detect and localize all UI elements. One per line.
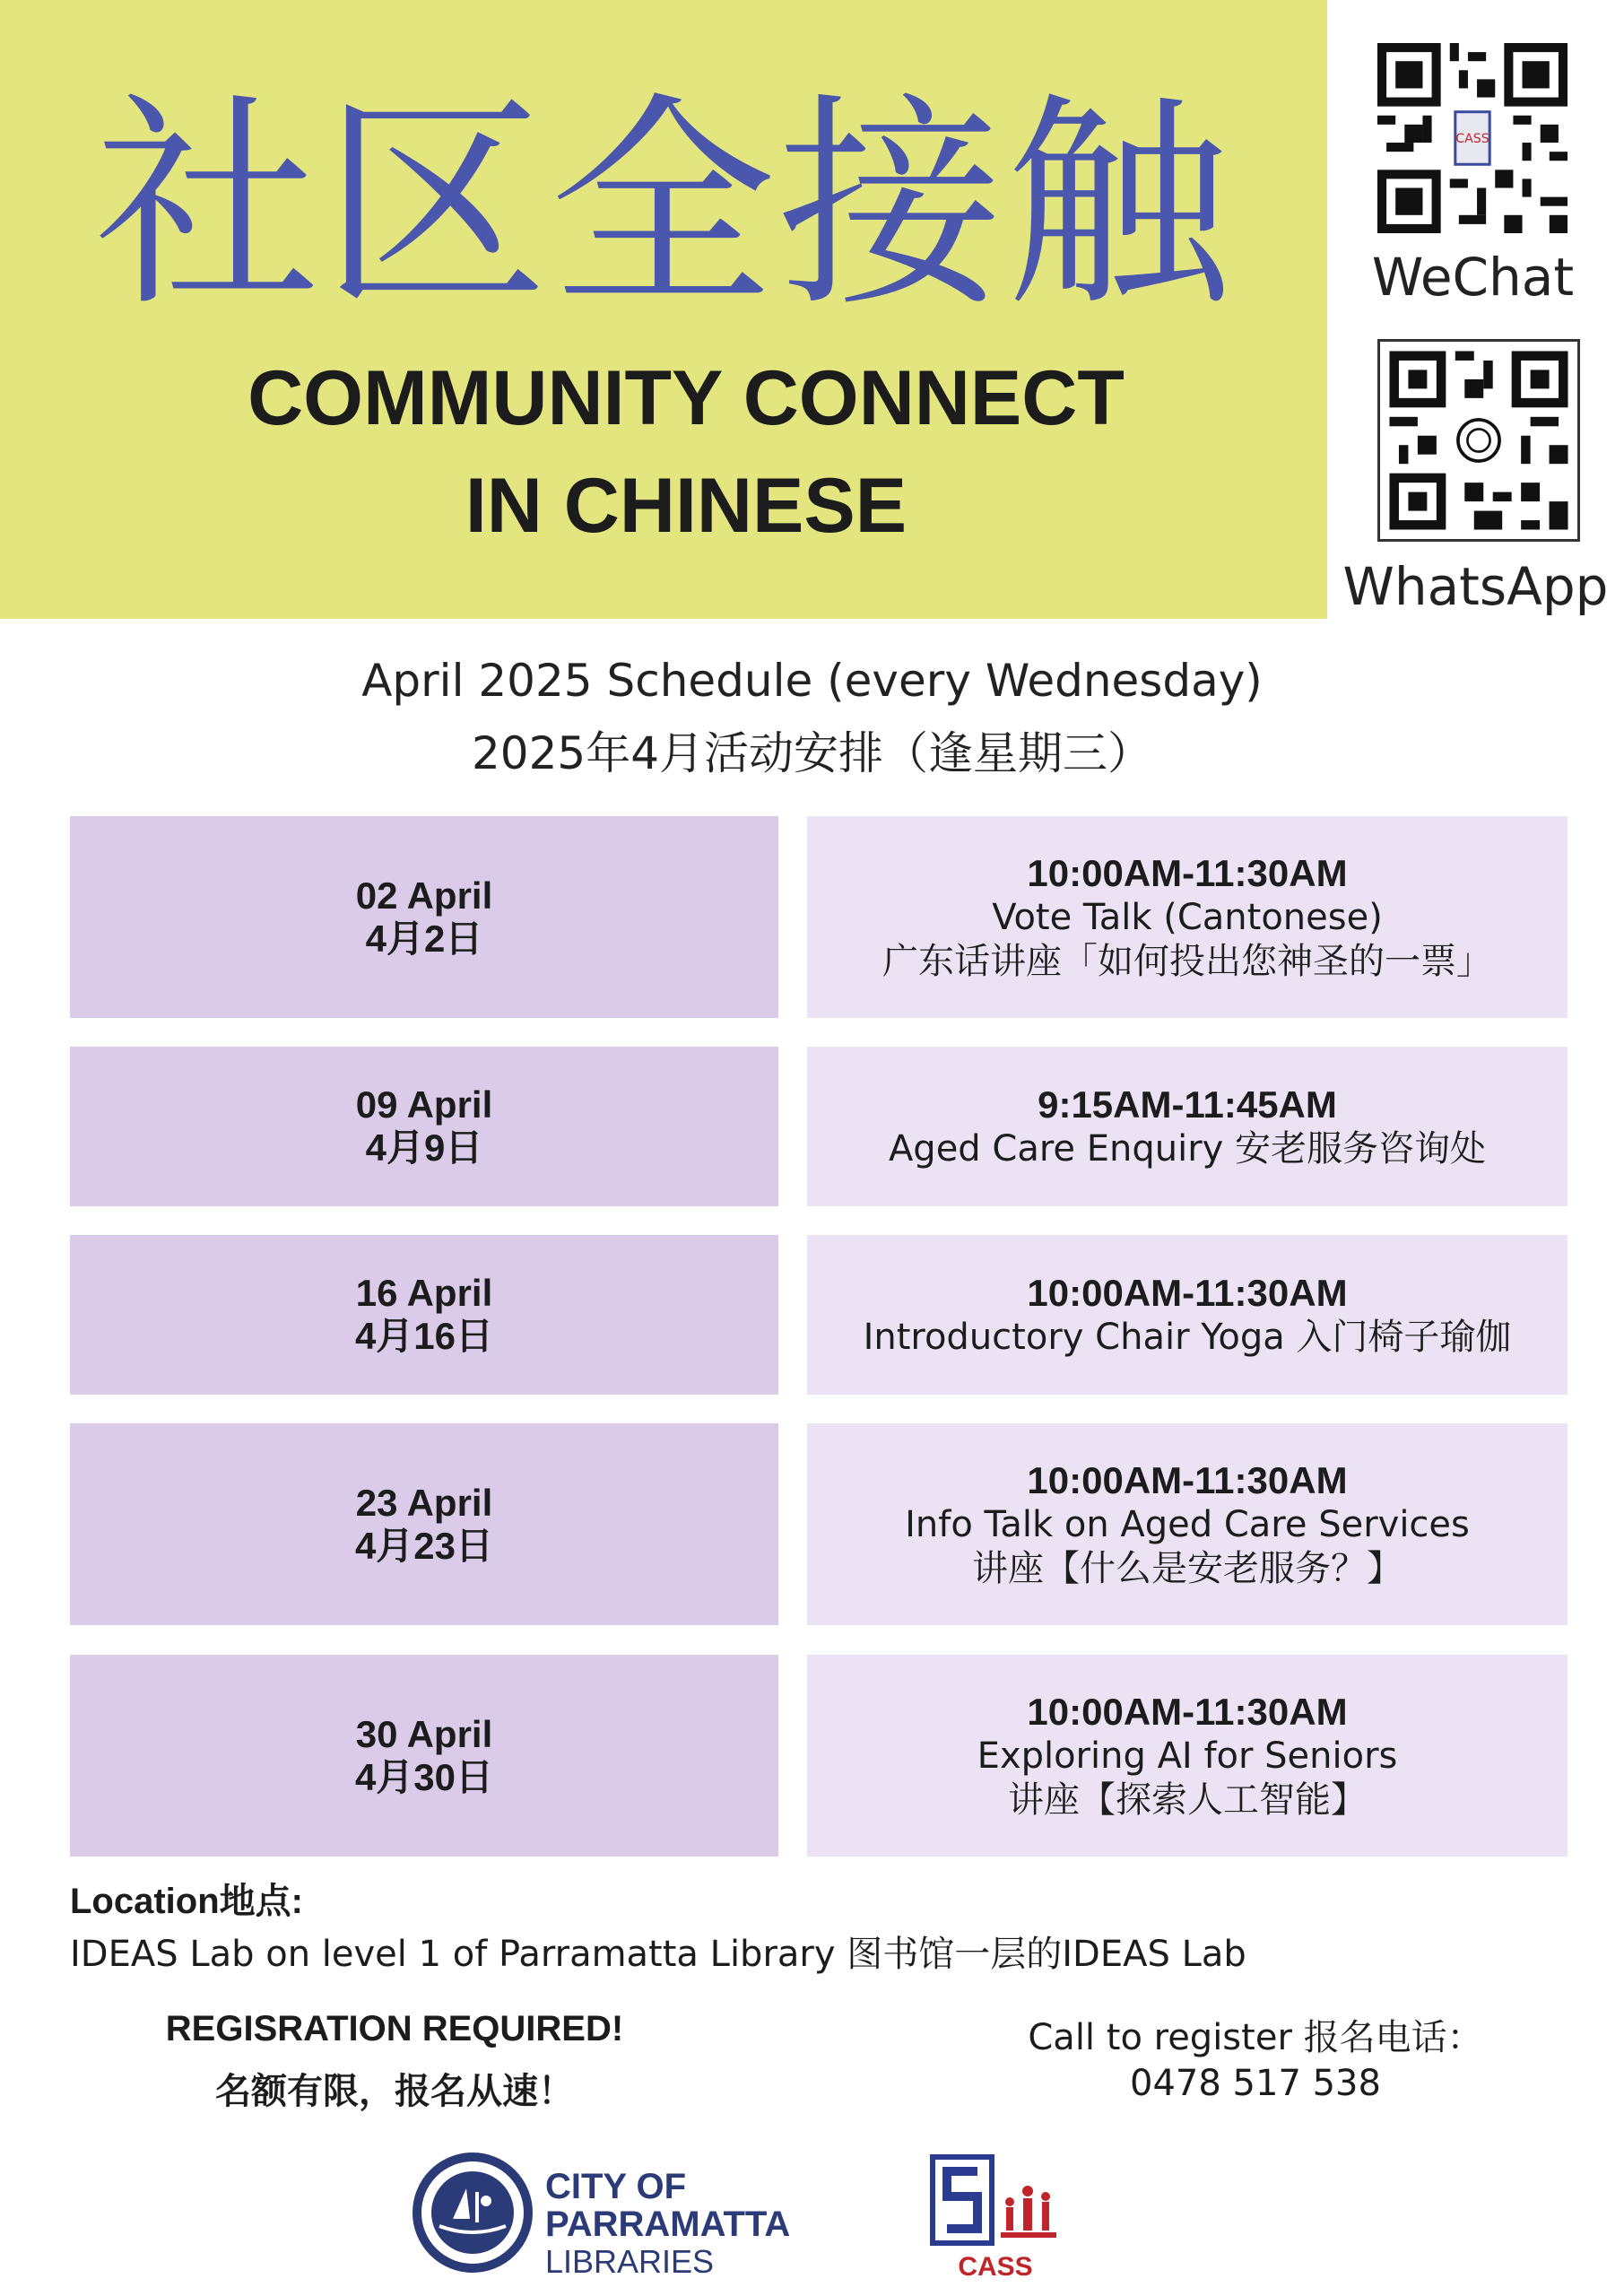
call-to-register-label: Call to register 报名电话：	[1028, 2017, 1483, 2058]
cass-emblem-icon	[924, 2148, 1067, 2283]
activity-time: 10:00AM-11:30AM	[1027, 1458, 1348, 1501]
parramatta-libraries-logo	[404, 2126, 809, 2296]
activity-title-zh: 讲座【探索人工智能】	[1008, 1779, 1367, 1821]
schedule-activity-cell	[807, 1655, 1568, 1857]
whatsapp-label: WhatsApp	[1342, 556, 1609, 617]
schedule-title-zh: 2025年4月活动安排（逢星期三）	[471, 727, 1153, 779]
activity-title: Introductory Chair Yoga 入门椅子瑜伽	[863, 1316, 1512, 1358]
date-english: 16 April	[355, 1272, 493, 1314]
activity-title: Exploring AI for Seniors	[977, 1735, 1398, 1777]
date-chinese: 4月23日	[354, 1524, 494, 1567]
english-title-line1: COMMUNITY CONNECT	[248, 355, 1125, 441]
english-title-line2: IN CHINESE	[465, 463, 908, 549]
date-english: 09 April	[355, 1083, 493, 1126]
date-chinese: 4月16日	[354, 1315, 494, 1357]
activity-title: Aged Care Enquiry 安老服务咨询处	[888, 1127, 1487, 1170]
wechat-qr-code[interactable]	[1377, 43, 1568, 233]
date-chinese: 4月9日	[365, 1126, 483, 1169]
date-english: 02 April	[355, 874, 493, 917]
registration-required-en: REGISRATION REQUIRED!	[165, 2009, 624, 2048]
location-text: IDEAS Lab on level 1 of Parramatta Library 图书馆一层的IDEAS Lab	[70, 1934, 1246, 1975]
activity-title-zh: 讲座【什么是安老服务？】	[972, 1547, 1403, 1589]
schedule-date-cell	[70, 1655, 778, 1857]
logo-line-city-of: CITY OF	[545, 2167, 687, 2206]
header-banner	[0, 0, 1327, 619]
phone-number[interactable]: 0478 517 538	[1130, 2063, 1381, 2104]
date-english: 23 April	[355, 1481, 493, 1524]
date-english: 30 April	[355, 1712, 493, 1755]
cass-logo	[924, 2148, 1067, 2283]
parramatta-emblem-icon	[413, 2152, 533, 2273]
schedule-activity-cell	[807, 1047, 1568, 1206]
activity-time: 10:00AM-11:30AM	[1027, 851, 1348, 894]
chinese-title: 社区全接触	[93, 74, 1233, 337]
whatsapp-qr-code[interactable]	[1377, 339, 1580, 542]
activity-title: Info Talk on Aged Care Services	[905, 1503, 1470, 1545]
schedule-activity-cell	[807, 816, 1568, 1018]
schedule-date-cell	[70, 1047, 778, 1206]
activity-time: 9:15AM-11:45AM	[1038, 1083, 1337, 1126]
registration-required-zh: 名额有限，报名从速！	[215, 2072, 574, 2111]
date-chinese: 4月30日	[354, 1755, 494, 1798]
schedule-activity-cell	[807, 1235, 1568, 1395]
location-heading: Location地点:	[70, 1882, 303, 1921]
schedule-date-cell	[70, 1423, 778, 1625]
activity-title-zh: 广东话讲座「如何投出您神圣的一票」	[882, 940, 1492, 982]
activity-time: 10:00AM-11:30AM	[1027, 1690, 1348, 1733]
wechat-label: WeChat	[1371, 247, 1575, 308]
cass-text: CASS	[958, 2252, 1033, 2282]
activity-time: 10:00AM-11:30AM	[1027, 1271, 1348, 1314]
date-chinese: 4月2日	[365, 917, 483, 960]
schedule-date-cell	[70, 816, 778, 1018]
schedule-date-cell	[70, 1235, 778, 1395]
activity-title: Vote Talk (Cantonese)	[992, 896, 1383, 938]
schedule-title-en: April 2025 Schedule (every Wednesday)	[361, 655, 1263, 707]
svg-text:CASS: CASS	[1455, 132, 1489, 147]
logo-line-parramatta: PARRAMATTA	[545, 2205, 791, 2244]
logo-line-libraries: LIBRARIES	[545, 2243, 715, 2280]
schedule-activity-cell	[807, 1423, 1568, 1625]
